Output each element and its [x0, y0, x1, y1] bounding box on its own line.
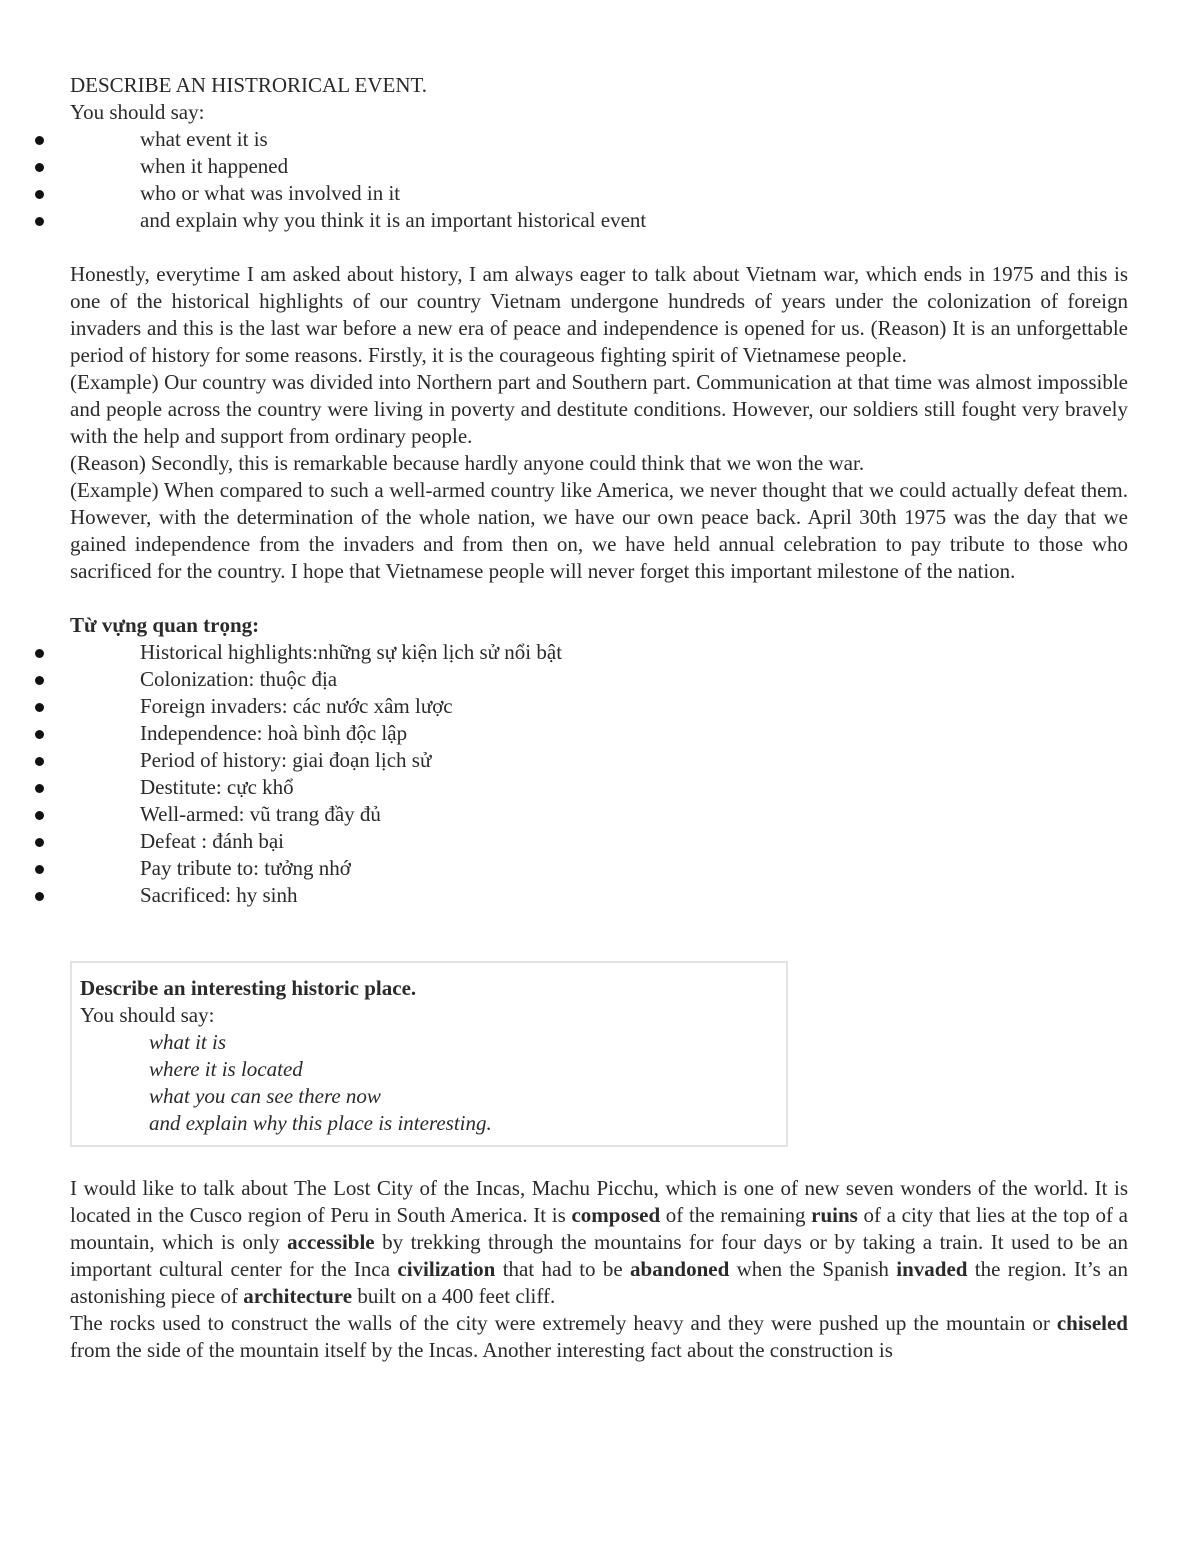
list-item: Independence: hoà bình độc lập: [0, 720, 1128, 747]
bullet-icon: [35, 136, 44, 145]
list-item: Foreign invaders: các nước xâm lược: [0, 693, 1128, 720]
list-item: where it is located: [149, 1057, 303, 1081]
bullet-icon: [35, 865, 44, 874]
list-item: and explain why you think it is an important historical event: [0, 207, 1128, 234]
bullet-icon: [35, 217, 44, 226]
list-item: what it is: [149, 1030, 227, 1054]
vocab-title: Từ vựng quan trọng:: [70, 613, 260, 637]
vocab-list: [0, 639, 1128, 909]
list-item: Period of history: giai đoạn lịch sử: [0, 747, 1128, 774]
answer-paragraph: The rocks used to construct the walls of the city were extremely heavy and they were pushed up the mountain or chiseled from the side of the mountain itself by the Incas. Another interesting fact about the construction is: [70, 1311, 1128, 1362]
answer-paragraph: I would like to talk about The Lost City of the Incas, Machu Picchu, which is one of new seven wonders of the world. It is located in the Cusco region of Peru in South America. It is composed of the remaining ruins of a city that lies at the top of a mountain, which is only accessible by trekking through the mountains for four days or by taking a train. It used to be an important cultural center for the Inca civilization that had to be abandoned when the Spanish invaded the region. It’s an astonishing piece of architecture built on a 400 feet cliff.: [70, 1176, 1129, 1308]
list-item: Colonization: thuộc địa: [0, 666, 1128, 693]
list-item: what event it is: [0, 126, 1128, 153]
list-item: Well-armed: vũ trang đầy đủ: [0, 801, 1128, 828]
list-item: who or what was involved in it: [0, 180, 1128, 207]
historic-place-prompt-box: [70, 961, 788, 1147]
bullet-icon: [35, 784, 44, 793]
bullet-icon: [35, 163, 44, 172]
list-item: what you can see there now: [149, 1084, 381, 1108]
bullet-icon: [35, 838, 44, 847]
event-prompt-list: [0, 126, 1128, 234]
bullet-icon: [35, 649, 44, 658]
list-item: and explain why this place is interesting.: [149, 1111, 492, 1135]
bullet-icon: [35, 190, 44, 199]
list-item: Sacrificed: hy sinh: [0, 882, 1128, 909]
place-intro: You should say:: [80, 1003, 215, 1027]
event-intro: You should say:: [70, 100, 205, 124]
event-paragraph: (Example) When compared to such a well-armed country like America, we never thought that we could actually defeat them. However, with the determination of the whole nation, we have our own peace back. April 30th 1975 was the day that we gained independence from the invaders and from then on, we have held annual celebration to pay tribute to those who sacrificed for the country. I hope that Vietnamese people will never forget this important milestone of the nation.: [70, 478, 1128, 583]
bullet-icon: [35, 703, 44, 712]
bullet-icon: [35, 757, 44, 766]
bullet-icon: [35, 892, 44, 901]
list-item: Destitute: cực khổ: [0, 774, 1128, 801]
list-item: Pay tribute to: tưởng nhớ: [0, 855, 1128, 882]
event-paragraph: (Reason) Secondly, this is remarkable because hardly anyone could think that we won the war.: [70, 451, 865, 475]
place-title: Describe an interesting historic place.: [80, 976, 417, 1000]
bullet-icon: [35, 676, 44, 685]
list-item: Historical highlights:những sự kiện lịch sử nổi bật: [0, 639, 1128, 666]
event-paragraph: (Example) Our country was divided into Northern part and Southern part. Communication at that time was almost impossible and people across the country were living in poverty and destitute conditions. However, our soldiers still fought very bravely with the help and support from ordinary people.: [70, 370, 1128, 448]
list-item: when it happened: [0, 153, 1128, 180]
list-item: Defeat : đánh bại: [0, 828, 1128, 855]
event-paragraph: Honestly, everytime I am asked about history, I am always eager to talk about Vietnam war, which ends in 1975 and this is one of the historical highlights of our country Vietnam undergone hundreds of years under the colonization of foreign invaders and this is the last war before a new era of peace and independence is opened for us. (Reason) It is an unforgettable period of history for some reasons. Firstly, it is the courageous fighting spirit of Vietnamese people.: [70, 262, 1128, 367]
bullet-icon: [35, 730, 44, 739]
place-prompt-list: [80, 1029, 778, 1137]
bullet-icon: [35, 811, 44, 820]
event-title: DESCRIBE AN HISTRORICAL EVENT.: [70, 73, 427, 97]
document-page: [70, 72, 1128, 1364]
